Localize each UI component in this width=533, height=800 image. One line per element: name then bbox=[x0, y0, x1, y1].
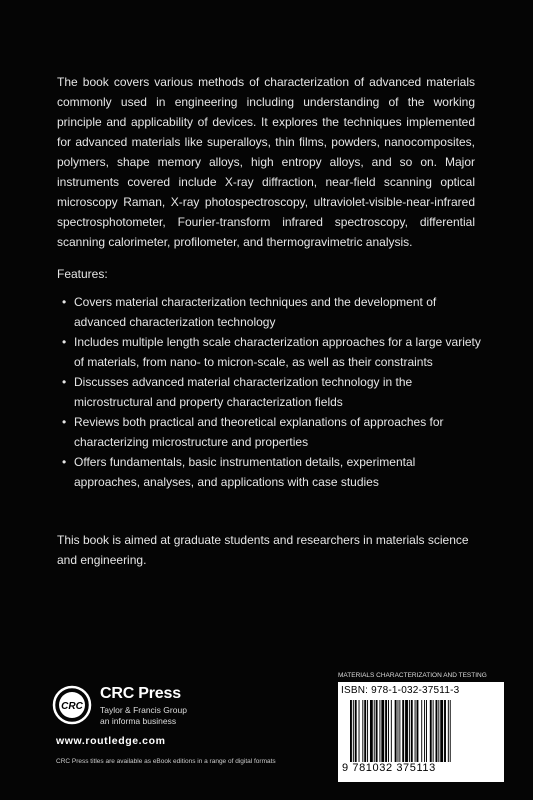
bullet-icon: • bbox=[62, 335, 67, 349]
barcode-digits: 9 781032 375113 bbox=[342, 762, 436, 774]
bullet-icon: • bbox=[62, 295, 67, 309]
barcode-bar bbox=[430, 700, 432, 762]
list-item bbox=[62, 412, 482, 452]
barcode-bar bbox=[409, 700, 410, 762]
barcode-bar bbox=[417, 700, 419, 762]
barcode-bar bbox=[362, 700, 363, 762]
barcode-bar bbox=[367, 700, 368, 762]
barcode-bar bbox=[385, 700, 387, 762]
feature-text: Offers fundamentals, basic instrumentation details, experimental approaches, analyses, and applications with case studies bbox=[74, 455, 416, 489]
series-title: MATERIALS CHARACTERIZATION AND TESTING bbox=[338, 672, 487, 679]
barcode-bar bbox=[379, 700, 380, 762]
audience-statement: This book is aimed at graduate students and researchers in materials science and engineering. bbox=[57, 533, 469, 567]
list-item bbox=[62, 292, 482, 332]
publisher-url[interactable]: www.routledge.com bbox=[56, 735, 166, 747]
barcode-panel bbox=[338, 682, 504, 782]
list-item bbox=[62, 332, 482, 372]
feature-text: Discusses advanced material characterization technology in the microstructural and property characterization fields bbox=[74, 375, 413, 409]
barcode-bar bbox=[388, 700, 389, 762]
bullet-icon: • bbox=[62, 375, 67, 389]
barcode-bar bbox=[444, 700, 446, 762]
bullet-icon: • bbox=[62, 455, 67, 469]
barcode-bar bbox=[395, 700, 397, 762]
feature-text: Covers material characterization techniques and the development of advanced characterization technology bbox=[74, 295, 437, 329]
barcode-bar bbox=[353, 700, 354, 762]
barcode-bar bbox=[433, 700, 434, 762]
barcode-bar bbox=[415, 700, 416, 762]
feature-text: Includes multiple length scale characterization approaches for a large variety of materials, from nano- to micron-scale, as well as their constraints bbox=[74, 335, 481, 369]
barcode-bar bbox=[438, 700, 439, 762]
barcode-bar bbox=[376, 700, 378, 762]
publisher-business: an informa business bbox=[100, 716, 177, 726]
barcode-bar bbox=[359, 700, 360, 762]
barcode-block bbox=[338, 672, 504, 784]
isbn-label: ISBN: 978-1-032-37511-3 bbox=[341, 685, 460, 696]
barcode-bar bbox=[440, 700, 443, 762]
book-description: The book covers various methods of characterization of advanced materials commonly used in engineering including understanding of the working principle and applicability of devices. It explores the techniques implemented for advanced materials like superalloys, thin films, powders, nanocomposites, polymers, shape memory alloys, high entropy alloys, and so on. Major instruments covered include X-ray diffraction, near-field scanning optical microscopy Raman, X-ray photospectroscopy, ultraviolet-visible-near-infrared spectrosphotometer, Fourier-transform infrared spectroscopy, differential scanning calorimeter, profilometer, and thermogravimetric analysis. bbox=[57, 75, 475, 249]
ebook-note: CRC Press titles are available as eBook editions in a range of digital formats bbox=[56, 758, 276, 765]
barcode-bar bbox=[391, 700, 392, 762]
barcode-bar bbox=[398, 700, 399, 762]
barcode-bar bbox=[364, 700, 366, 762]
barcode-bar bbox=[450, 700, 451, 762]
barcode-bar bbox=[421, 700, 422, 762]
barcode-bar bbox=[350, 700, 352, 762]
barcode-bar bbox=[448, 700, 449, 762]
features-list bbox=[62, 292, 482, 492]
barcode-icon bbox=[350, 700, 492, 762]
barcode-bar bbox=[381, 700, 384, 762]
barcode-bar bbox=[374, 700, 375, 762]
barcode-bar bbox=[370, 700, 373, 762]
list-item bbox=[62, 452, 482, 492]
barcode-bar bbox=[411, 700, 413, 762]
publisher-group: Taylor & Francis Group bbox=[100, 705, 187, 715]
barcode-bar bbox=[424, 700, 425, 762]
barcode-bar bbox=[436, 700, 438, 762]
barcode-bar bbox=[402, 700, 404, 762]
barcode-bar bbox=[399, 700, 400, 762]
features-heading: Features: bbox=[57, 267, 108, 281]
publisher-name: CRC Press bbox=[100, 685, 181, 702]
barcode-bar bbox=[405, 700, 408, 762]
feature-text: Reviews both practical and theoretical explanations of approaches for characterizing microstructure and properties bbox=[74, 415, 444, 449]
crc-logo-icon bbox=[52, 685, 92, 725]
publisher-block bbox=[52, 685, 252, 745]
barcode-bar bbox=[355, 700, 357, 762]
logo-text: CRC bbox=[61, 701, 83, 712]
list-item bbox=[62, 372, 482, 412]
barcode-bar bbox=[426, 700, 427, 762]
bullet-icon: • bbox=[62, 415, 67, 429]
